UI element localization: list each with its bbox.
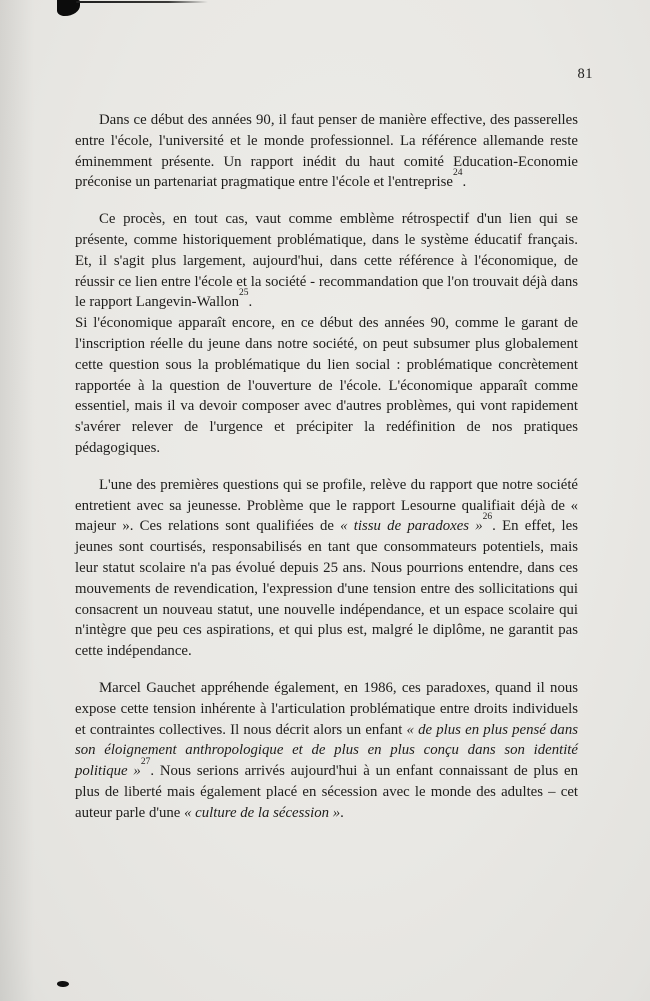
footnote-reference: 27 <box>140 757 151 768</box>
page-number: 81 <box>577 66 593 82</box>
paragraph <box>75 209 578 313</box>
body-text: . <box>340 804 344 821</box>
quoted-italic-text: « de plus en plus pensé dans son éloignement anthropologique et de plus en plus conçu dans son identité politique » <box>75 721 578 780</box>
paragraph <box>75 678 578 824</box>
text-block <box>75 110 578 824</box>
paragraph <box>75 110 578 193</box>
body-text: L'une des premières questions qui se profile, relève du rapport que notre société entretient avec sa jeunesse. Problème que le rapport Lesourne qualifiait déjà de « majeur ». Ces relations sont qualifiées de <box>75 476 578 535</box>
footnote-reference: 24 <box>452 168 463 179</box>
body-text: . <box>462 174 467 191</box>
body-text: Dans ce début des années 90, il faut penser de manière effective, des passerelles entre l'école, l'université et le monde professionnel. La référence allemande reste éminemment présente. Un rapport inédit du haut comité Education-Economie préconise un partenariat pragmatique entre l'école et l'entreprise <box>75 112 578 191</box>
body-text: . Nous serions arrivés aujourd'hui à un enfant connaissant de plus en plus de liberté mais également placé en sécession avec le monde des adultes – cet auteur parle d'une <box>75 763 578 821</box>
footnote-reference: 26 <box>482 512 493 523</box>
scan-artifact-bottom-left-mark <box>57 981 69 987</box>
footnote-reference: 25 <box>238 288 249 299</box>
paragraph <box>75 475 578 662</box>
body-text: Si l'économique apparaît encore, en ce début des années 90, comme le garant de l'inscription réelle du jeune dans notre société, on peut subsumer plus globalement cette question sous la problématique du lien social : problématique concrètement rapportée à la question de l'ouverture de l'école. L'économique apparaît comme essentiel, mais il va devoir composer avec d'autres problèmes, qui vont rapidement s'avérer relever de l'urgence et précipiter la redéfinition de nos pratiques pédagogiques. <box>75 315 578 456</box>
quoted-italic-text: « culture de la sécession » <box>184 804 341 821</box>
scan-artifact-top-edge-line <box>76 1 208 3</box>
body-text: . <box>248 294 253 311</box>
body-text: Marcel Gauchet appréhende également, en 1986, ces paradoxes, quand il nous expose cette tension inhérente à l'articulation problématique entre droits individuels et contraintes collectives. Il nous décrit alors un enfant <box>75 679 578 738</box>
body-text: . En effet, les jeunes sont courtisés, responsabilisés en tant que consommateurs potentiels, mais leur statut scolaire n'a pas évolué depuis 25 ans. Nous pourrions entendre, dans ces mouvements de revendication, l'expression d'une tension entre des sollicitations qui consacrent un nouveau statut, une nouvelle indépendance, et un espace scolaire qui n'intègre que peu ces aspirations, et qui plus est, malgré le diplôme, ne garantit pas cette indépendance. <box>75 518 578 660</box>
quoted-italic-text: « tissu de paradoxes » <box>340 518 483 535</box>
body-text: Ce procès, en tout cas, vaut comme emblème rétrospectif d'un lien qui se présente, comme historiquement problématique, dans le système éducatif français. Et, il s'agit plus largement, aujourd'hui, dans cette référence à l'économique, de réussir ce lien entre l'école et la société - recommandation que l'on trouvait déjà dans le rapport Langevin-Wallon <box>75 211 578 311</box>
paragraph <box>75 313 578 459</box>
